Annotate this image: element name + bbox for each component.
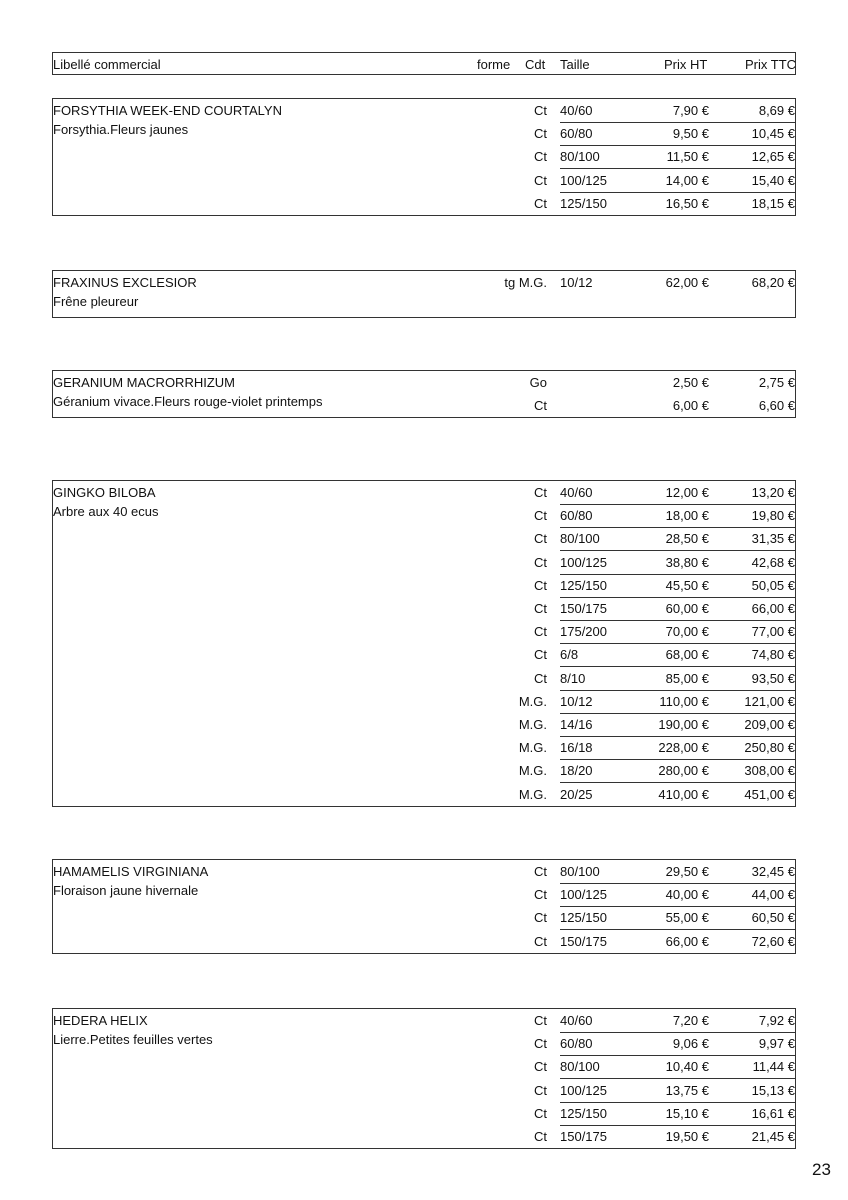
product-description: Forsythia.Fleurs jaunes	[53, 122, 189, 137]
product-description: Arbre aux 40 ecus	[53, 504, 159, 519]
packaging-cell: Ct	[534, 910, 547, 926]
price-row	[53, 394, 795, 417]
price-row	[53, 667, 795, 690]
price-row	[53, 551, 795, 574]
packaging-cell: M.G.	[518, 763, 547, 779]
price-ht-cell: 7,90 €	[672, 103, 709, 118]
packaging-cell: M.G.	[518, 693, 547, 709]
price-ht-cell: 62,00 €	[665, 275, 709, 290]
product-block	[52, 370, 796, 418]
packaging-cell: Ct	[534, 1105, 547, 1121]
price-ttc-cell: 308,00 €	[744, 763, 795, 779]
header-libelle: Libellé commercial	[53, 57, 161, 72]
price-ttc-cell: 74,80 €	[751, 647, 795, 663]
price-ttc-cell: 60,50 €	[751, 910, 795, 926]
packaging-cell: Ct	[534, 172, 547, 188]
price-ht-cell: 70,00 €	[665, 624, 709, 640]
packaging-cell: Ct	[534, 531, 547, 547]
product-description: Floraison jaune hivernale	[53, 883, 199, 898]
price-row	[53, 713, 795, 736]
price-row	[53, 1055, 795, 1078]
price-ttc-cell: 44,00 €	[751, 887, 795, 903]
packaging-cell: Ct	[534, 126, 547, 142]
product-block	[52, 270, 796, 318]
packaging-cell: M.G.	[518, 786, 547, 802]
price-ttc-cell: 9,97 €	[758, 1036, 795, 1052]
size-cell: 125/150	[560, 195, 607, 211]
packaging-cell: Go	[529, 375, 547, 390]
price-row	[53, 99, 795, 122]
size-cell: 40/60	[560, 103, 593, 118]
size-cell: 150/175	[560, 933, 607, 949]
price-ht-cell: 280,00 €	[658, 763, 709, 779]
price-ht-cell: 11,50 €	[666, 149, 709, 165]
packaging-cell: Ct	[534, 149, 547, 165]
size-cell: 8/10	[560, 670, 586, 686]
packaging-cell: Ct	[534, 933, 547, 949]
price-row	[53, 574, 795, 597]
price-row	[53, 271, 795, 294]
price-ttc-cell: 10,45 €	[751, 126, 795, 142]
price-row	[53, 1079, 795, 1102]
price-ht-cell: 45,50 €	[665, 577, 709, 593]
price-ttc-cell: 32,45 €	[751, 864, 795, 879]
price-ht-cell: 14,00 €	[665, 172, 709, 188]
price-ht-cell: 55,00 €	[665, 910, 709, 926]
price-ttc-cell: 66,00 €	[751, 601, 795, 616]
price-ht-cell: 9,50 €	[672, 126, 709, 142]
size-cell: 60/80	[560, 508, 593, 524]
price-ttc-cell: 13,20 €	[751, 485, 795, 500]
size-cell: 18/20	[560, 763, 593, 779]
header-forme: forme	[477, 57, 511, 72]
size-cell: 10/12	[560, 275, 593, 290]
price-ht-cell: 60,00 €	[665, 601, 709, 616]
price-row	[53, 860, 795, 883]
price-ht-cell: 10,40 €	[665, 1059, 709, 1075]
packaging-cell: Ct	[534, 1059, 547, 1075]
header-taille: Taille	[560, 57, 590, 72]
header-cdt: Cdt	[525, 57, 546, 72]
price-ht-cell: 29,50 €	[665, 864, 709, 879]
product-description: Frêne pleureur	[53, 294, 139, 309]
packaging-cell: Ct	[534, 398, 547, 414]
price-ttc-cell: 451,00 €	[744, 786, 795, 802]
price-row	[53, 759, 795, 782]
packaging-cell: Ct	[534, 1129, 547, 1144]
price-ht-cell: 16,50 €	[665, 195, 709, 211]
size-cell: 125/150	[560, 1105, 607, 1121]
price-ttc-cell: 42,68 €	[751, 554, 795, 570]
price-row	[53, 145, 795, 168]
column-header-row	[52, 52, 796, 75]
price-row	[53, 371, 795, 394]
size-cell: 20/25	[560, 786, 593, 802]
size-cell: 80/100	[560, 531, 600, 547]
size-cell: 16/18	[560, 740, 593, 756]
price-row	[53, 192, 795, 215]
size-cell: 150/175	[560, 1129, 607, 1144]
product-block	[52, 480, 796, 807]
packaging-cell: Ct	[534, 554, 547, 570]
product-name: HAMAMELIS VIRGINIANA	[53, 864, 209, 879]
price-ttc-cell: 16,61 €	[751, 1105, 795, 1121]
price-ht-cell: 12,00 €	[665, 485, 709, 500]
packaging-cell: Ct	[534, 647, 547, 663]
price-row	[53, 481, 795, 504]
price-ht-cell: 2,50 €	[672, 375, 709, 390]
price-row	[53, 783, 795, 806]
price-row	[53, 122, 795, 145]
price-ht-cell: 66,00 €	[665, 933, 709, 949]
size-cell: 80/100	[560, 149, 600, 165]
packaging-cell: Ct	[534, 508, 547, 524]
price-ht-cell: 18,00 €	[665, 508, 709, 524]
price-ht-cell: 28,50 €	[665, 531, 709, 547]
size-cell: 100/125	[560, 887, 607, 903]
price-ttc-cell: 93,50 €	[751, 670, 795, 686]
product-name: FRAXINUS EXCLESIOR	[53, 275, 197, 290]
size-cell: 40/60	[560, 485, 593, 500]
price-ttc-cell: 50,05 €	[751, 577, 795, 593]
price-ttc-cell: 11,44 €	[752, 1059, 795, 1075]
product-block	[52, 98, 796, 216]
header-prix-ht: Prix HT	[664, 57, 708, 72]
size-cell: 14/16	[560, 717, 593, 732]
packaging-cell: Ct	[534, 670, 547, 686]
price-ttc-cell: 8,69 €	[758, 103, 795, 118]
size-cell: 125/150	[560, 577, 607, 593]
price-ttc-cell: 31,35 €	[751, 531, 795, 547]
size-cell: 60/80	[560, 126, 593, 142]
price-ttc-cell: 6,60 €	[758, 398, 795, 414]
price-row	[53, 930, 795, 953]
price-row	[53, 1102, 795, 1125]
price-ht-cell: 15,10 €	[665, 1105, 709, 1121]
price-ht-cell: 85,00 €	[665, 670, 709, 686]
product-block	[52, 1008, 796, 1149]
product-name: GERANIUM MACRORRHIZUM	[53, 375, 235, 390]
header-prix-ttc: Prix TTC	[745, 57, 797, 72]
size-cell: 10/12	[560, 693, 593, 709]
price-ht-cell: 9,06 €	[672, 1036, 709, 1052]
size-cell: 80/100	[560, 1059, 600, 1075]
price-ht-cell: 6,00 €	[672, 398, 709, 414]
price-ttc-cell: 77,00 €	[751, 624, 795, 640]
size-cell: 150/175	[560, 601, 607, 616]
page-number: 23	[812, 1160, 831, 1179]
price-row	[53, 643, 795, 666]
price-row	[53, 883, 795, 906]
price-row	[53, 169, 795, 192]
size-cell: 125/150	[560, 910, 607, 926]
price-row	[53, 906, 795, 929]
price-ht-cell: 38,80 €	[665, 554, 709, 570]
packaging-cell: Ct	[534, 1013, 547, 1028]
packaging-cell: Ct	[534, 624, 547, 640]
price-ttc-cell: 15,13 €	[751, 1082, 795, 1098]
price-ht-cell: 19,50 €	[665, 1129, 709, 1144]
price-row	[53, 597, 795, 620]
packaging-cell: Ct	[534, 887, 547, 903]
packaging-cell: Ct	[534, 601, 547, 616]
size-cell: 80/100	[560, 864, 600, 879]
price-ht-cell: 40,00 €	[665, 887, 709, 903]
price-ttc-cell: 18,15 €	[751, 195, 795, 211]
product-name: FORSYTHIA WEEK-END COURTALYN	[53, 103, 282, 118]
size-cell: 100/125	[560, 172, 607, 188]
product-name: GINGKO BILOBA	[53, 485, 156, 500]
price-row	[53, 690, 795, 713]
price-ttc-cell: 19,80 €	[751, 508, 795, 524]
price-ht-cell: 190,00 €	[658, 717, 709, 732]
packaging-cell: tg M.G.	[504, 275, 547, 290]
price-ttc-cell: 15,40 €	[751, 172, 795, 188]
price-ttc-cell: 250,80 €	[744, 740, 795, 756]
price-ttc-cell: 21,45 €	[751, 1129, 795, 1144]
price-ht-cell: 410,00 €	[658, 786, 709, 802]
price-row	[53, 1009, 795, 1032]
price-ttc-cell: 7,92 €	[758, 1013, 795, 1028]
product-name: HEDERA HELIX	[53, 1013, 148, 1028]
price-ttc-cell: 121,00 €	[744, 693, 795, 709]
price-row	[53, 527, 795, 550]
price-row	[53, 736, 795, 759]
packaging-cell: Ct	[534, 577, 547, 593]
packaging-cell: Ct	[534, 1082, 547, 1098]
product-description: Lierre.Petites feuilles vertes	[53, 1032, 213, 1047]
price-ttc-cell: 72,60 €	[751, 933, 795, 949]
price-ttc-cell: 12,65 €	[751, 149, 795, 165]
price-ttc-cell: 68,20 €	[751, 275, 795, 290]
packaging-cell: Ct	[534, 195, 547, 211]
packaging-cell: M.G.	[518, 717, 547, 732]
size-cell: 6/8	[560, 647, 579, 663]
price-ttc-cell: 209,00 €	[744, 717, 795, 732]
packaging-cell: Ct	[534, 103, 547, 118]
packaging-cell: Ct	[534, 1036, 547, 1052]
size-cell: 60/80	[560, 1036, 593, 1052]
price-ht-cell: 68,00 €	[665, 647, 709, 663]
packaging-cell: Ct	[534, 485, 547, 500]
price-row	[53, 620, 795, 643]
price-ht-cell: 13,75 €	[665, 1082, 709, 1098]
price-row	[53, 1125, 795, 1148]
price-ht-cell: 110,00 €	[659, 693, 709, 709]
price-ht-cell: 228,00 €	[658, 740, 709, 756]
size-cell: 100/125	[560, 1082, 607, 1098]
packaging-cell: M.G.	[518, 740, 547, 756]
size-cell: 100/125	[560, 554, 607, 570]
price-ht-cell: 7,20 €	[672, 1013, 709, 1028]
price-ttc-cell: 2,75 €	[758, 375, 795, 390]
size-cell: 175/200	[560, 624, 607, 640]
price-row	[53, 1032, 795, 1055]
packaging-cell: Ct	[534, 864, 547, 879]
size-cell: 40/60	[560, 1013, 593, 1028]
product-description: Géranium vivace.Fleurs rouge-violet printemps	[53, 394, 323, 409]
product-block	[52, 859, 796, 954]
price-row	[53, 504, 795, 527]
